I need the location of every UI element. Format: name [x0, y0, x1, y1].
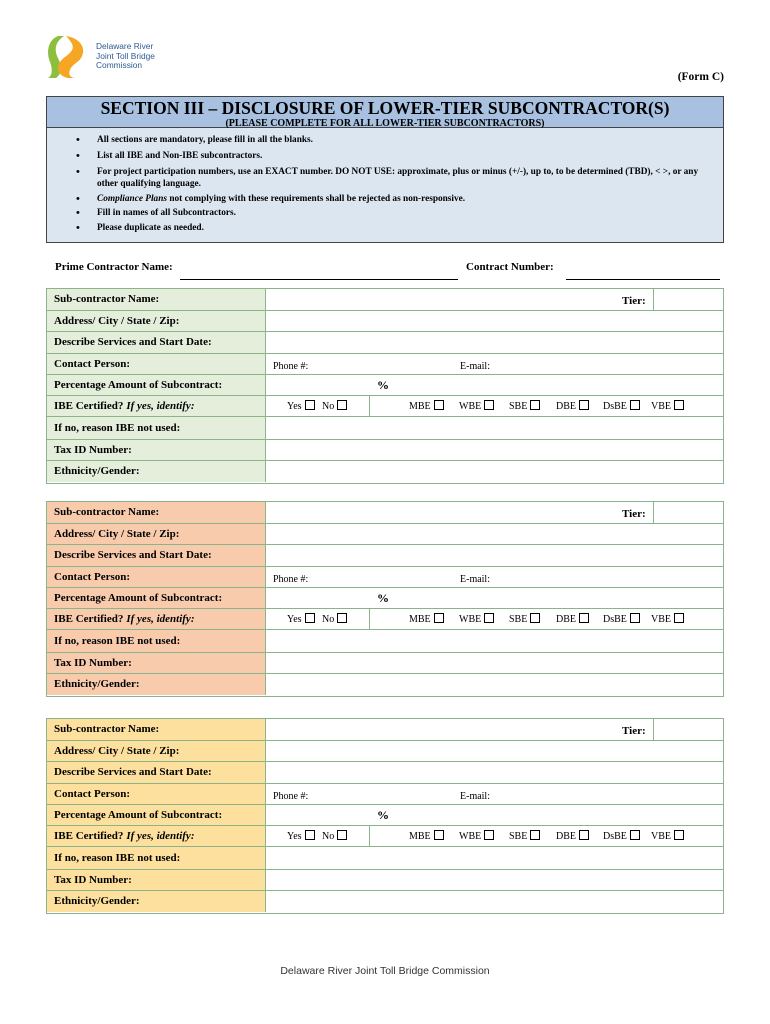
vbe-checkbox[interactable]: [674, 613, 684, 623]
sub-name-label: Sub-contractor Name:: [47, 502, 266, 523]
reason-label: If no, reason IBE not used:: [47, 417, 266, 439]
prime-contractor-label: Prime Contractor Name:: [55, 261, 173, 273]
phone-label: Phone #:: [273, 790, 309, 802]
tier-field[interactable]: [654, 502, 723, 523]
taxid-label: Tax ID Number:: [47, 653, 266, 673]
contact-row: [47, 784, 723, 806]
ethnicity-label: Ethnicity/Gender:: [47, 461, 266, 483]
wbe-option[interactable]: WBE: [459, 400, 494, 412]
yes-checkbox[interactable]: [305, 613, 315, 623]
dsbe-checkbox[interactable]: [630, 830, 640, 840]
instruction-bullet: • List all IBE and Non-IBE subcontractors.: [77, 151, 707, 163]
ethnicity-row: [47, 891, 723, 913]
percent-label: Percentage Amount of Subcontract:: [47, 805, 266, 825]
yes-checkbox[interactable]: [305, 830, 315, 840]
yes-option[interactable]: Yes: [287, 613, 315, 625]
percent-row: [47, 805, 723, 826]
reason-label: If no, reason IBE not used:: [47, 630, 266, 652]
ibe-label: IBE Certified? If yes, identify:: [47, 826, 266, 846]
vbe-checkbox[interactable]: [674, 830, 684, 840]
vbe-option[interactable]: VBE: [651, 613, 684, 625]
ibe-label: IBE Certified? If yes, identify:: [47, 609, 266, 629]
instruction-bullet: • For project participation numbers, use an EXACT number. DO NOT USE: approximate, plus or minus (+/-), up to, to be determined (TBD), < >, or any other qualifying language.: [77, 167, 707, 190]
sbe-option[interactable]: SBE: [509, 400, 540, 412]
percent-row: [47, 588, 723, 609]
reason-row: [47, 847, 723, 870]
sub-name-field[interactable]: [266, 502, 654, 523]
wbe-checkbox[interactable]: [484, 400, 494, 410]
dsbe-option[interactable]: DsBE: [603, 400, 640, 412]
mbe-option[interactable]: MBE: [409, 613, 444, 625]
services-field[interactable]: [266, 545, 723, 566]
address-row: [47, 524, 723, 545]
reason-field[interactable]: [266, 630, 723, 652]
sub-name-label: Sub-contractor Name:: [47, 719, 266, 740]
taxid-label: Tax ID Number:: [47, 870, 266, 890]
address-label: Address/ City / State / Zip:: [47, 741, 266, 761]
sbe-option[interactable]: SBE: [509, 830, 540, 842]
contact-field[interactable]: [266, 354, 723, 375]
subcontractor-block: [46, 501, 724, 697]
yes-option[interactable]: Yes: [287, 400, 315, 412]
services-field[interactable]: [266, 762, 723, 783]
tier-label: Tier:: [622, 295, 646, 307]
address-field[interactable]: [266, 524, 723, 544]
tier-field[interactable]: [654, 289, 723, 310]
address-field[interactable]: [266, 311, 723, 331]
yes-no-cell: [266, 826, 370, 846]
prime-contractor-field[interactable]: [180, 279, 458, 280]
sub-name-label: Sub-contractor Name:: [47, 289, 266, 310]
address-label: Address/ City / State / Zip:: [47, 311, 266, 331]
sub-name-row: [47, 502, 723, 524]
taxid-label: Tax ID Number:: [47, 440, 266, 460]
address-row: [47, 741, 723, 762]
percent-sign: %: [377, 591, 389, 605]
instruction-bullet: • Compliance Plans not complying with these requirements shall be rejected as non-responsive.: [77, 194, 707, 206]
contact-label: Contact Person:: [47, 354, 266, 375]
address-field[interactable]: [266, 741, 723, 761]
percent-label: Percentage Amount of Subcontract:: [47, 375, 266, 395]
mbe-option[interactable]: MBE: [409, 830, 444, 842]
page-footer: Delaware River Joint Toll Bridge Commission: [280, 965, 490, 977]
section-instructions: [46, 96, 724, 243]
email-label: E-mail:: [460, 790, 490, 802]
services-label: Describe Services and Start Date:: [47, 545, 266, 566]
ethnicity-row: [47, 674, 723, 696]
taxid-row: [47, 653, 723, 674]
wbe-checkbox[interactable]: [484, 613, 494, 623]
address-row: [47, 311, 723, 332]
ethnicity-label: Ethnicity/Gender:: [47, 674, 266, 696]
sub-name-row: [47, 289, 723, 311]
ibe-row: [47, 826, 723, 847]
services-row: [47, 762, 723, 784]
vbe-option[interactable]: VBE: [651, 400, 684, 412]
address-label: Address/ City / State / Zip:: [47, 524, 266, 544]
mbe-checkbox[interactable]: [434, 830, 444, 840]
dsbe-checkbox[interactable]: [630, 613, 640, 623]
wbe-option[interactable]: WBE: [459, 830, 494, 842]
contact-field[interactable]: [266, 784, 723, 805]
ibe-label: IBE Certified? If yes, identify:: [47, 396, 266, 416]
dsbe-option[interactable]: DsBE: [603, 830, 640, 842]
tier-label: Tier:: [622, 508, 646, 520]
services-row: [47, 545, 723, 567]
reason-label: If no, reason IBE not used:: [47, 847, 266, 869]
percent-field[interactable]: [266, 375, 723, 395]
dbe-option[interactable]: DBE: [556, 830, 589, 842]
mbe-checkbox[interactable]: [434, 400, 444, 410]
taxid-row: [47, 870, 723, 891]
tier-label: Tier:: [622, 725, 646, 737]
wbe-option[interactable]: WBE: [459, 613, 494, 625]
dsbe-option[interactable]: DsBE: [603, 613, 640, 625]
ethnicity-field[interactable]: [266, 461, 723, 483]
section-subtitle: (PLEASE COMPLETE FOR ALL LOWER-TIER SUBCONTRACTORS): [225, 118, 545, 129]
sbe-checkbox[interactable]: [530, 400, 540, 410]
mbe-option[interactable]: MBE: [409, 400, 444, 412]
services-label: Describe Services and Start Date:: [47, 762, 266, 783]
subcontractor-block: [46, 718, 724, 914]
contact-row: [47, 354, 723, 376]
ethnicity-label: Ethnicity/Gender:: [47, 891, 266, 913]
percent-row: [47, 375, 723, 396]
tier-field[interactable]: [654, 719, 723, 740]
services-row: [47, 332, 723, 354]
sub-name-field[interactable]: [266, 719, 654, 740]
taxid-field[interactable]: [266, 653, 723, 673]
sbe-checkbox[interactable]: [530, 613, 540, 623]
phone-label: Phone #:: [273, 573, 309, 585]
contact-label: Contact Person:: [47, 567, 266, 588]
yes-option[interactable]: Yes: [287, 830, 315, 842]
subcontractor-block: [46, 288, 724, 484]
email-label: E-mail:: [460, 360, 490, 372]
email-label: E-mail:: [460, 573, 490, 585]
instruction-bullet: • Fill in names of all Subcontractors.: [77, 208, 707, 220]
reason-field[interactable]: [266, 847, 723, 869]
yes-checkbox[interactable]: [305, 400, 315, 410]
reason-row: [47, 630, 723, 653]
services-field[interactable]: [266, 332, 723, 353]
ibe-row: [47, 396, 723, 417]
sbe-option[interactable]: SBE: [509, 613, 540, 625]
contact-row: [47, 567, 723, 589]
instruction-bullet: • All sections are mandatory, please fill in all the blanks.: [77, 135, 707, 147]
no-checkbox[interactable]: [337, 613, 347, 623]
vbe-checkbox[interactable]: [674, 400, 684, 410]
section-title: SECTION III – DISCLOSURE OF LOWER-TIER SUBCONTRACTOR(S): [100, 98, 670, 118]
no-option[interactable]: No: [322, 400, 347, 412]
percent-field[interactable]: [266, 588, 723, 608]
sub-name-field[interactable]: [266, 289, 654, 310]
vbe-option[interactable]: VBE: [651, 830, 684, 842]
section-header: [47, 97, 723, 128]
reason-row: [47, 417, 723, 440]
contact-field[interactable]: [266, 567, 723, 588]
sbe-checkbox[interactable]: [530, 830, 540, 840]
dbe-option[interactable]: DBE: [556, 400, 589, 412]
mbe-checkbox[interactable]: [434, 613, 444, 623]
percent-sign: %: [377, 808, 389, 822]
percent-sign: %: [377, 378, 389, 392]
no-option[interactable]: No: [322, 830, 347, 842]
ethnicity-row: [47, 461, 723, 483]
percent-label: Percentage Amount of Subcontract:: [47, 588, 266, 608]
reason-field[interactable]: [266, 417, 723, 439]
contract-number-field[interactable]: [566, 279, 720, 280]
contract-number-label: Contract Number:: [466, 261, 554, 273]
no-checkbox[interactable]: [337, 830, 347, 840]
form-label: (Form C): [677, 71, 724, 83]
services-label: Describe Services and Start Date:: [47, 332, 266, 353]
taxid-field[interactable]: [266, 870, 723, 890]
instruction-bullet: • Please duplicate as needed.: [77, 223, 707, 235]
taxid-field[interactable]: [266, 440, 723, 460]
dbe-option[interactable]: DBE: [556, 613, 589, 625]
wbe-checkbox[interactable]: [484, 830, 494, 840]
contact-label: Contact Person:: [47, 784, 266, 805]
ethnicity-field[interactable]: [266, 674, 723, 696]
dbe-checkbox[interactable]: [579, 830, 589, 840]
logo-text: Delaware River Joint Toll Bridge Commission: [96, 41, 155, 71]
no-checkbox[interactable]: [337, 400, 347, 410]
taxid-row: [47, 440, 723, 461]
phone-label: Phone #:: [273, 360, 309, 372]
yes-no-cell: [266, 609, 370, 629]
dbe-checkbox[interactable]: [579, 613, 589, 623]
dsbe-checkbox[interactable]: [630, 400, 640, 410]
yes-no-cell: [266, 396, 370, 416]
dbe-checkbox[interactable]: [579, 400, 589, 410]
ibe-row: [47, 609, 723, 630]
sub-name-row: [47, 719, 723, 741]
ethnicity-field[interactable]: [266, 891, 723, 913]
no-option[interactable]: No: [322, 613, 347, 625]
percent-field[interactable]: [266, 805, 723, 825]
